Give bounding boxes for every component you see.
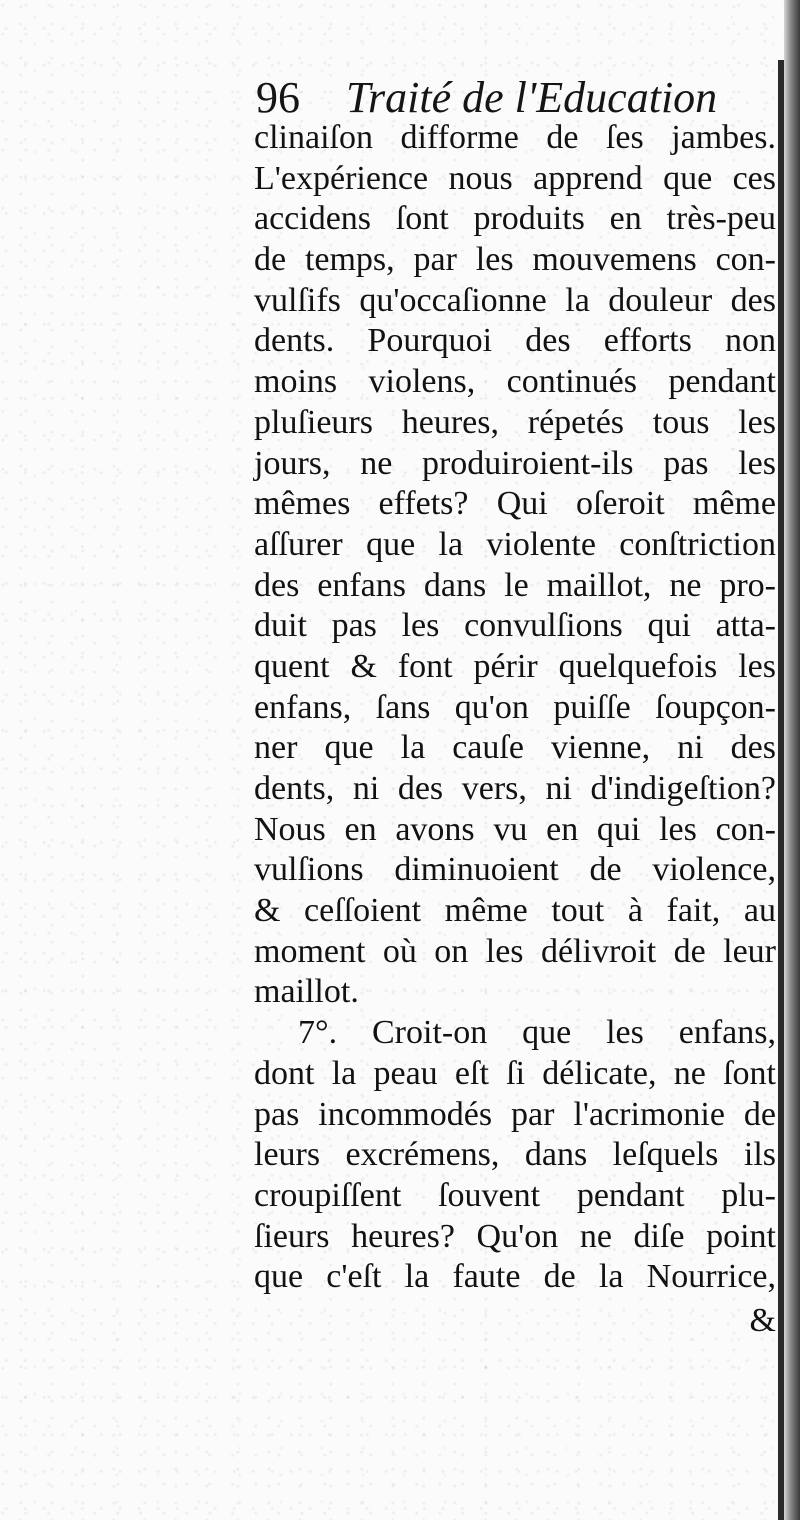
text-line: L'expérience nous apprend que ces — [254, 159, 776, 197]
text-line: de temps, par les mouvemens con- — [254, 241, 776, 279]
page-edge-line — [778, 60, 784, 1520]
text-line: enfans, ſans qu'on puiſſe ſoupçon- — [254, 688, 776, 726]
text-line: vulſions diminuoient de violence, — [254, 851, 776, 889]
page-edge-shadow — [784, 0, 800, 1520]
text-line: des enfans dans le maillot, ne pro- — [254, 566, 776, 604]
text-line: duit pas les convulſions qui atta- — [254, 607, 776, 645]
text-line: clinaiſon difforme de ſes jambes. — [254, 119, 776, 156]
text-line: que c'eſt la faute de la Nourrice, — [254, 1258, 776, 1296]
running-title: Traité de l'Education — [346, 73, 718, 122]
text-line: dents, ni des vers, ni d'indigeſtion? — [254, 770, 776, 807]
text-line: pas incommodés par l'acrimonie de — [254, 1095, 776, 1133]
text-line: dents. Pourquoi des efforts non — [254, 322, 776, 360]
text-line: maillot. — [254, 973, 359, 1011]
text-line: 7°. Croit-on que les enfans, — [298, 1014, 776, 1052]
text-line: ner que la cauſe vienne, ni des — [254, 729, 776, 767]
text-line: jours, ne produiroient-ils pas les — [254, 444, 776, 482]
text-line: accidens ſont produits en très-peu — [254, 200, 776, 238]
text-line: croupiſſent ſouvent pendant plu- — [254, 1176, 776, 1214]
text-line: pluſieurs heures, répetés tous les — [254, 403, 776, 441]
page-number: 96 — [256, 73, 300, 122]
body-text — [254, 118, 776, 1298]
text-line: & ceſſoient même tout à fait, au — [254, 892, 776, 930]
text-line: Nous en avons vu en qui les con- — [254, 810, 776, 848]
text-line: moins violens, continués pendant — [254, 363, 776, 401]
text-line: ſieurs heures? Qu'on ne diſe point — [254, 1217, 776, 1255]
text-line: leurs excrémens, dans leſquels ils — [254, 1136, 776, 1174]
text-line: quent & font périr quelquefois les — [254, 647, 776, 685]
text-line: vulſifs qu'occaſionne la douleur des — [254, 281, 776, 319]
text-line: dont la peau eſt ſi délicate, ne ſont — [254, 1054, 776, 1092]
catchword: & — [749, 1302, 776, 1339]
text-line: aſſurer que la violente conſtriction — [254, 525, 776, 563]
text-line: moment où on les délivroit de leur — [254, 932, 776, 970]
text-line: mêmes effets? Qui oſeroit même — [254, 485, 776, 523]
